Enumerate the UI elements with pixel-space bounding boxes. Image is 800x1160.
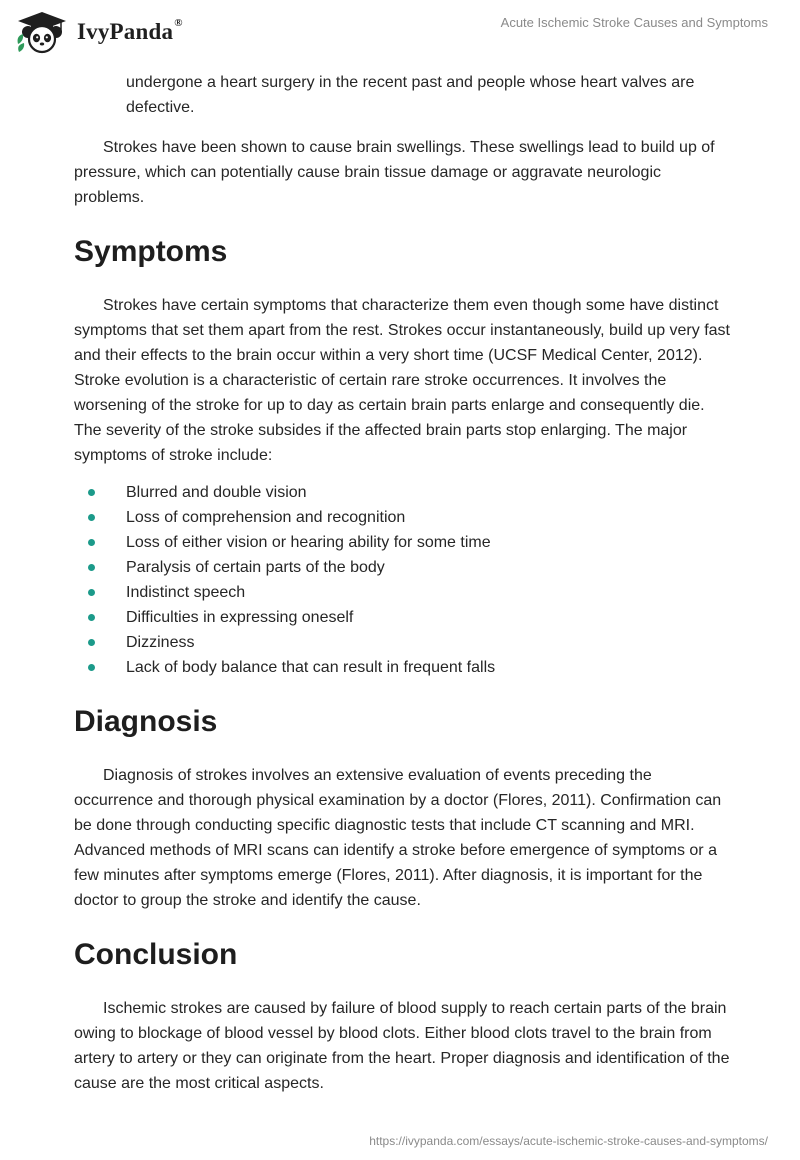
- diagnosis-heading: Diagnosis: [74, 705, 218, 738]
- bullet-icon: [88, 589, 95, 596]
- symptoms-heading: Symptoms: [74, 235, 228, 268]
- conclusion-heading: Conclusion: [74, 938, 238, 971]
- essay-content: [74, 70, 730, 1108]
- brand-name: IvyPanda®: [77, 17, 183, 44]
- list-item: Difficulties in expressing oneself: [74, 605, 730, 630]
- bullet-icon: [88, 489, 95, 496]
- list-item: Loss of either vision or hearing ability for some time: [74, 530, 730, 555]
- conclusion-paragraph: Ischemic strokes are caused by failure of blood supply to reach certain parts of the brain owing to blockage of blood vessel by blood clots. Either blood clots travel to the brain from artery to artery or they can originate from the heart. Proper diagnosis and identification of the cause are the most critical aspects.: [74, 1000, 730, 1092]
- list-item: Blurred and double vision: [74, 480, 730, 505]
- document-title: Acute Ischemic Stroke Causes and Symptoms: [500, 15, 768, 30]
- continued-list-text: undergone a heart surgery in the recent past and people whose heart valves are defective.: [126, 74, 695, 116]
- list-item: Dizziness: [74, 630, 730, 655]
- list-item: Paralysis of certain parts of the body: [74, 555, 730, 580]
- bullet-icon: [88, 614, 95, 621]
- bullet-icon: [88, 539, 95, 546]
- symptoms-list: [74, 480, 730, 680]
- list-item: Indistinct speech: [74, 580, 730, 605]
- ivypanda-logo[interactable]: [14, 10, 183, 54]
- source-url-link[interactable]: https://ivypanda.com/essays/acute-ischemic-stroke-causes-and-symptoms/: [369, 1134, 768, 1148]
- bullet-icon: [88, 514, 95, 521]
- list-item: Lack of body balance that can result in frequent falls: [74, 655, 730, 680]
- bullet-icon: [88, 639, 95, 646]
- symptoms-paragraph: Strokes have certain symptoms that characterize them even though some have distinct symptoms that set them apart from the rest. Strokes occur instantaneously, build up very fast and their effects to the brain occur within a very short time (UCSF Medical Center, 2012). Stroke evolution is a characteristic of certain rare stroke occurrences. It involves the worsening of the stroke for up to day as certain brain parts enlarge and consequently die. The severity of the stroke subsides if the affected brain parts stop enlarging. The major symptoms of stroke include:: [74, 297, 730, 464]
- bullet-icon: [88, 664, 95, 671]
- brain-swelling-paragraph: Strokes have been shown to cause brain swellings. These swellings lead to build up of pressure, which can potentially cause brain tissue damage or aggravate neurologic problems.: [74, 139, 715, 206]
- bullet-icon: [88, 564, 95, 571]
- diagnosis-paragraph: Diagnosis of strokes involves an extensive evaluation of events preceding the occurrence and thorough physical examination by a doctor (Flores, 2011). Confirmation can be done through conducting specific diagnostic tests that include CT scanning and MRI. Advanced methods of MRI scans can identify a stroke before emergence of symptoms or a few minutes after symptoms emerge (Flores, 2011). After diagnosis, it is important for the doctor to group the stroke and identify the cause.: [74, 767, 722, 909]
- panda-logo-icon: [14, 10, 70, 54]
- list-item: Loss of comprehension and recognition: [74, 505, 730, 530]
